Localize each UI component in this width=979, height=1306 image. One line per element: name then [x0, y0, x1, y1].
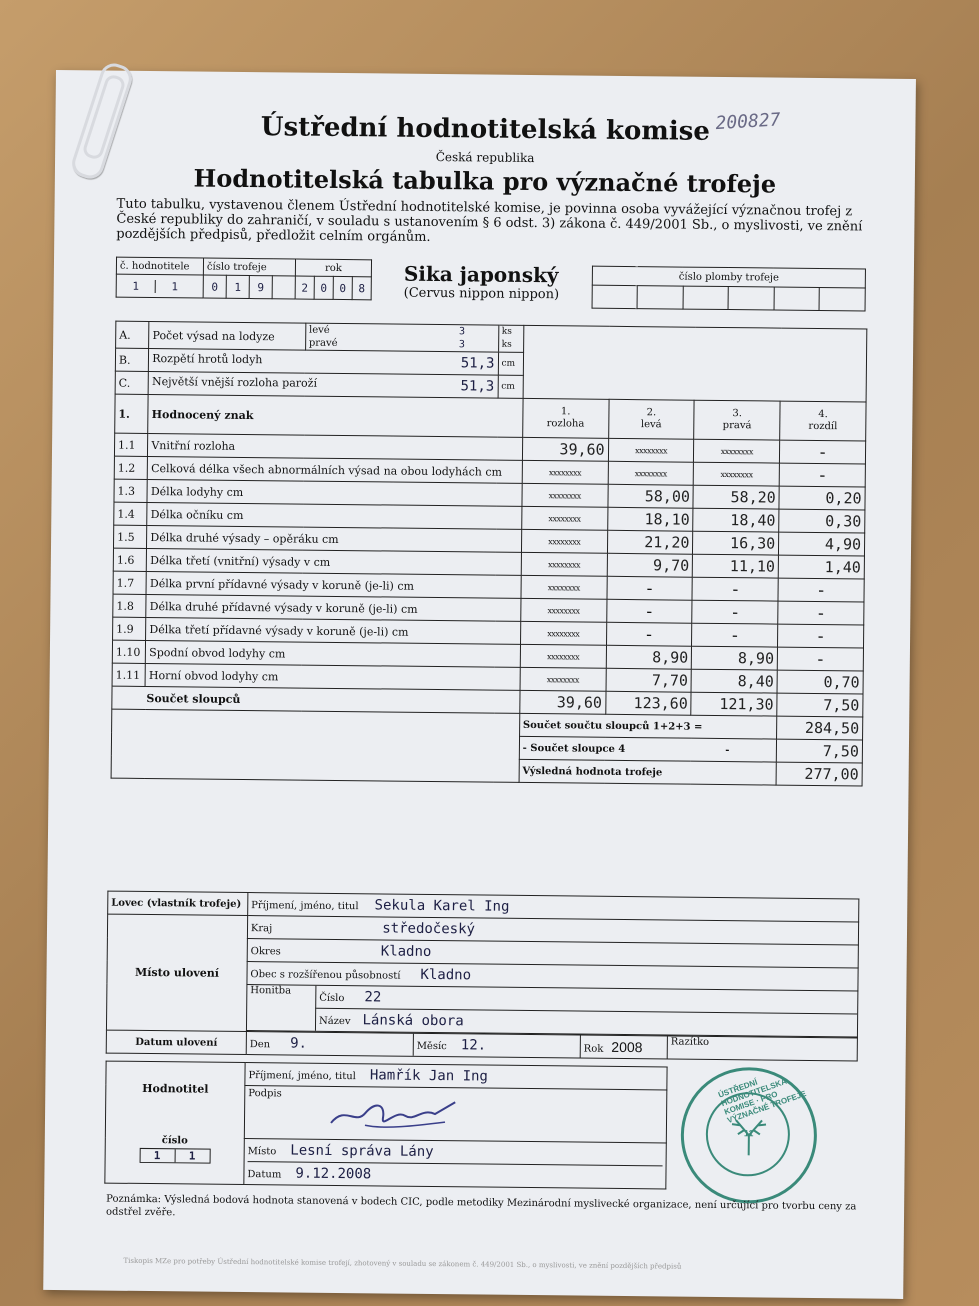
- month-label: Měsíc: [416, 1040, 447, 1053]
- hunting-ground-label: Honitba: [247, 985, 316, 1031]
- row-col-3: 58,20: [693, 485, 779, 509]
- evaluator-label: Hodnotitel: [142, 1081, 209, 1096]
- col-1-label: rozloha: [546, 418, 585, 430]
- row-col-3: –: [692, 600, 778, 624]
- handwritten-number: 200827: [714, 109, 782, 135]
- row-c-code: C.: [115, 371, 149, 394]
- row-col-1: xxxxxxxx: [521, 598, 607, 622]
- row-col-1: xxxxxxxx: [521, 575, 607, 599]
- form-title: Hodnotitelská tabulka pro význačné trofeje: [193, 163, 777, 199]
- criteria-rows: [112, 433, 866, 694]
- region-label: Kraj: [250, 923, 273, 935]
- hunter-table: [106, 891, 860, 1062]
- row-b-value: 51,3: [460, 355, 495, 372]
- row-col-4: 1,40: [778, 555, 864, 579]
- row-code: 1.8: [113, 594, 147, 617]
- row-b-code: B.: [115, 348, 149, 371]
- row-col-3: 16,30: [693, 531, 779, 555]
- ground-name-value: Lánská obora: [362, 1012, 464, 1030]
- row-col-4: –: [778, 578, 864, 602]
- row-col-2: 8,90: [606, 645, 692, 669]
- row-label: Délka třetí přídavné výsady v koruně (je-li) cm: [146, 617, 521, 644]
- row-code: 1.6: [113, 548, 147, 571]
- row-label: Délka třetí (vnitřní) výsady v cm: [147, 548, 522, 575]
- row-label: Délka očníku cm: [147, 502, 522, 529]
- id-year-digit-4: 8: [352, 277, 371, 300]
- row-label: Délka druhé výsady – opěráku cm: [147, 525, 522, 552]
- row-col-4: –: [779, 463, 865, 487]
- evaluator-table: [104, 1061, 667, 1190]
- subtract-value: 7,50: [776, 739, 862, 763]
- row-a-label: Počet výsad na lodyze: [149, 321, 306, 350]
- row-col-4: –: [780, 440, 866, 464]
- row-col-4: –: [778, 624, 864, 648]
- row-col-2: –: [606, 599, 692, 623]
- year-value: 2008: [611, 1038, 643, 1056]
- row-a-code: A.: [116, 321, 150, 348]
- row-code: 1.4: [114, 502, 148, 525]
- criteria-label: Hodnocený znak: [148, 394, 523, 437]
- ground-number-value: 22: [364, 989, 382, 1006]
- row-col-4: 0,20: [779, 486, 865, 510]
- row-label: Délka první přídavné výsady v koruně (je-li) cm: [146, 571, 521, 598]
- signature-icon: [325, 1095, 475, 1137]
- evaluator-name-label: Příjmení, jméno, titul: [248, 1070, 356, 1083]
- row-label: Délka druhé přídavné výsady v koruně (je-li) cm: [146, 594, 521, 621]
- row-code: 1.3: [114, 479, 148, 502]
- row-code: 1.11: [112, 663, 146, 686]
- total-sum-value: 284,50: [777, 716, 863, 740]
- species-name: Sika japonský: [403, 261, 559, 288]
- id-header-evaluator: č. hodnotitele: [116, 257, 203, 275]
- row-c-label: Největší vnější rozloha paroží: [151, 375, 318, 390]
- row-b-unit: cm: [498, 352, 523, 375]
- id-year-digit-3: 0: [333, 276, 352, 299]
- row-code: 1.7: [113, 571, 147, 594]
- row-col-1: 39,60: [522, 437, 608, 461]
- row-col-2: 18,10: [607, 507, 693, 531]
- hunter-name-value: Sekula Karel Ing: [374, 897, 510, 915]
- col-2-label: levá: [640, 419, 662, 431]
- row-col-4: –: [778, 601, 864, 625]
- col-3-label: pravá: [722, 420, 752, 432]
- evaluator-number-digit-1: 1: [140, 1149, 175, 1162]
- id-header-trophy: číslo trofeje: [203, 258, 295, 276]
- sum-label: Součet sloupců: [112, 686, 520, 713]
- row-col-3: –: [692, 623, 778, 647]
- stamp-text: ÚSTŘEDNÍ HODNOTITELSKÁ KOMISE · PRO VÝZNAČNÉ TROFEJE: [717, 1076, 808, 1126]
- row-c-unit: cm: [498, 375, 523, 398]
- row-a-right-value: 3: [458, 339, 465, 351]
- place-label: Místo: [247, 1146, 277, 1158]
- id-table: [116, 257, 372, 301]
- district-value: Kladno: [380, 943, 432, 960]
- district-label: Okres: [250, 946, 281, 958]
- seal-table: [592, 266, 866, 312]
- row-c-value: 51,3: [460, 378, 495, 395]
- id-year-digit-1: 2: [295, 276, 314, 299]
- row-col-2: –: [607, 576, 693, 600]
- species-latin: (Cervus nippon nippon): [403, 285, 560, 303]
- row-col-3: –: [692, 577, 778, 601]
- day-label: Den: [249, 1039, 271, 1051]
- seal-header: číslo plomby trofeje: [592, 266, 865, 288]
- country-subtitle: Česká republika: [435, 149, 535, 166]
- location-label: Místo ulovení: [106, 914, 247, 1031]
- row-col-2: 21,20: [607, 530, 693, 554]
- col-2-num: 2.: [646, 407, 657, 419]
- id-year-digit-2: 0: [314, 276, 333, 299]
- ground-number-label: Číslo: [319, 992, 345, 1005]
- row-col-4: 4,90: [779, 532, 865, 556]
- footnote: Poznámka: Výsledná bodová hodnota stanovená v bodech CIC, podle metodiky Mezinárodní myslivecké organizace, není určující pro tvorbu ceny za odstřel zvěře.: [105, 1193, 857, 1219]
- row-col-3: 11,10: [693, 554, 779, 578]
- col-4-num: 4.: [818, 409, 828, 421]
- region-value: středočeský: [382, 920, 476, 938]
- row-a-right-label: pravé: [308, 337, 338, 349]
- row-col-2: 7,70: [606, 668, 692, 692]
- sum-col-1: 39,60: [520, 690, 606, 714]
- row-b-label: Rozpětí hrotů lodyh: [152, 352, 263, 367]
- row-col-3: 8,90: [692, 646, 778, 670]
- id-header-year: rok: [295, 259, 371, 277]
- row-col-1: xxxxxxxx: [520, 621, 606, 645]
- row-a-left-value: 3: [458, 326, 466, 338]
- row-label: Spodní obvod lodyhy cm: [146, 640, 521, 667]
- id-trophy-digit-3: 9: [249, 276, 272, 299]
- municipality-label: Obec s rozšířenou působností: [250, 969, 401, 982]
- date-label: Datum ulovení: [106, 1030, 246, 1054]
- row-label: Vnitřní rozloha: [148, 433, 523, 460]
- eval-date-value: 9.12.2008: [295, 1165, 372, 1183]
- row-col-4: 0,70: [777, 670, 863, 694]
- committee-title: Ústřední hodnotitelská komise: [260, 112, 711, 147]
- evaluator-number-label: číslo: [161, 1135, 188, 1147]
- year-label: Rok: [583, 1043, 604, 1055]
- day-value: 9.: [290, 1035, 308, 1052]
- row-col-1: xxxxxxxx: [522, 483, 608, 507]
- row-a-right-unit: ks: [501, 339, 512, 350]
- row-code: 1.1: [114, 433, 148, 456]
- municipality-value: Kladno: [420, 966, 472, 984]
- row-col-2: –: [606, 622, 692, 646]
- row-col-3: xxxxxxxx: [694, 462, 780, 486]
- hunter-label: Lovec (vlastník trofeje): [108, 891, 248, 915]
- row-code: 1.2: [114, 456, 148, 479]
- row-code: 1.5: [113, 525, 147, 548]
- row-col-3: 18,40: [693, 508, 779, 532]
- row-col-1: xxxxxxxx: [521, 552, 607, 576]
- id-trophy-digit-4: [272, 276, 295, 299]
- row-col-2: 58,00: [608, 484, 694, 508]
- row-col-1: xxxxxxxx: [521, 529, 607, 553]
- print-credit: Tiskopis MZe pro potřeby Ústřední hodnotitelské komise trofejí, zhotovený v souladu se zákonem č. 449/2001 Sb., o myslivosti, ve znění pozdějších předpisů: [123, 1256, 682, 1271]
- row-col-4: –: [777, 647, 863, 671]
- col-4-label: rozdíl: [808, 420, 838, 433]
- row-col-2: xxxxxxxx: [608, 438, 694, 462]
- row-col-1: xxxxxxxx: [521, 506, 607, 530]
- stamp-number: 11: [743, 1128, 754, 1139]
- row-a-left-label: levé: [308, 324, 330, 336]
- measurement-table: [111, 321, 868, 787]
- evaluator-number-digit-2: 1: [188, 1149, 196, 1163]
- sum-col-2: 123,60: [605, 691, 691, 715]
- row-code: 1.9: [113, 617, 147, 640]
- row-a-left-unit: ks: [501, 326, 512, 337]
- signature-label: Podpis: [248, 1088, 282, 1100]
- row-col-2: xxxxxxxx: [608, 461, 694, 485]
- stamp-label: Razítko: [670, 1036, 710, 1048]
- ground-name-label: Název: [318, 1015, 351, 1028]
- month-value: 12.: [460, 1037, 487, 1054]
- row-col-3: 8,40: [691, 669, 777, 693]
- row-label: Délka lodyhy cm: [147, 479, 522, 506]
- official-stamp: [680, 1067, 817, 1204]
- subtract-label: - Součet sloupce 4: [522, 742, 626, 755]
- row-col-1: xxxxxxxx: [522, 460, 608, 484]
- row-col-1: xxxxxxxx: [520, 667, 606, 691]
- id-evaluator-digit-2: 1: [171, 279, 179, 293]
- row-col-4: 0,30: [779, 509, 865, 533]
- id-evaluator-digit-1: 1: [117, 279, 156, 292]
- id-trophy-digit-2: 1: [226, 275, 249, 298]
- evaluator-name-value: Hamřík Jan Ing: [369, 1067, 488, 1085]
- final-value: 277,00: [776, 762, 862, 786]
- row-label: Celková délka všech abnormálních výsad na obou lodyhách cm: [148, 456, 523, 483]
- total-sum-label: Součet součtu sloupců 1+2+3 =: [519, 713, 777, 739]
- deer-antler-icon: [724, 1110, 775, 1161]
- row-label: Horní obvod lodyhy cm: [145, 663, 520, 690]
- criteria-code: 1.: [115, 394, 149, 433]
- col-1-num: 1.: [560, 406, 571, 418]
- document-sheet: [43, 70, 916, 1299]
- subtract-dash: -: [725, 744, 730, 756]
- row-col-3: xxxxxxxx: [694, 439, 780, 463]
- sum-col-4: 7,50: [777, 693, 863, 717]
- row-col-1: xxxxxxxx: [520, 644, 606, 668]
- eval-date-label: Datum: [247, 1169, 282, 1181]
- intro-text: Tuto tabulku, vystavenou členem Ústřední hodnotitelské komise, je povinna osoba vyvážející význačnou trofej z České republiky do zahraničí, v souladu s ustanovením § 6 odst. 3) zákona č. 449/2001 Sb., o myslivosti, ve znění pozdějších předpisů, předložit celním orgánům.: [116, 196, 863, 245]
- sum-col-3: 121,30: [691, 692, 777, 716]
- col-3-num: 3.: [732, 408, 743, 420]
- row-col-2: 9,70: [607, 553, 693, 577]
- id-trophy-digit-1: 0: [203, 275, 226, 298]
- hunter-name-label: Příjmení, jméno, titul: [251, 900, 359, 913]
- final-label: Výsledná hodnota trofeje: [519, 759, 777, 785]
- row-code: 1.10: [112, 640, 146, 663]
- place-value: Lesní správa Lány: [290, 1142, 434, 1161]
